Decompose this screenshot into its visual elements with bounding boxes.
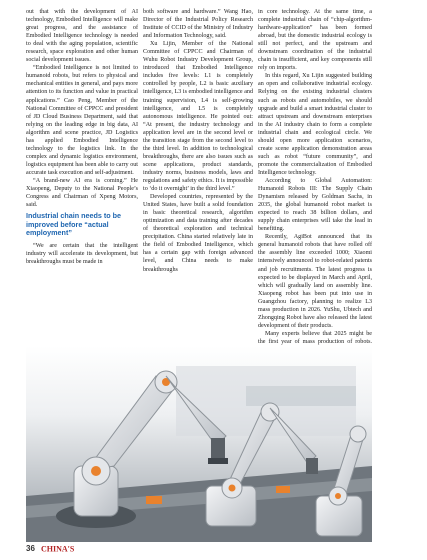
svg-text:CHINA'S: CHINA'S	[41, 544, 74, 554]
article-column-1	[26, 8, 138, 266]
article-column-3	[258, 8, 372, 402]
robot-arms-illustration	[26, 346, 372, 542]
paragraph: out that with the development of AI technology, Embodied Intelligence will make great progress, and the assistance of Embodied Intelligence technology is needed to deal with the aging population, scientific research, space exploration and other human social development issues.	[26, 9, 138, 64]
paragraph: in core technology. At the same time, a complete industrial chain of “chip-algorithm-hardware-application” has been formed abroad, but the domestic industrial ecology is still not perfect, and the upstream and downstream coordination of the industrial chain is insufficient, and key components still rely on imports.	[258, 9, 372, 72]
paragraph: “We are certain that the intelligent industry will accelerate its development, but breakthroughs must be made in	[26, 242, 138, 266]
article-column-2	[143, 8, 253, 274]
page-number: 36	[26, 544, 35, 553]
paragraph-text: Many experts believe that 2025 might be the first year of mass production of robots.	[258, 330, 372, 345]
robot-arms-photo	[26, 346, 372, 542]
paragraph: “A brand-new AI era is coming.” He Xiaopeng, Deputy to the National People’s Congress and Chairman of Xpeng Motors, said.	[26, 177, 138, 209]
magazine-logo	[40, 543, 74, 554]
paragraph: In this regard, Xu Lijin suggested building an open and collaborative industrial ecology. Relying on the existing industrial clusters such as robots and automobiles, we should upgrade and build a smart industrial cluster to attract upstream and downstream enterprises in the AI industry chain to form a complete industrial chain and ecological circle. We should open more application scenarios, create scene application demonstration areas such as robot “future community”, and promote the commercialization of Embodied Intelligence technology.	[258, 73, 372, 176]
paragraph: According to Global Automation: Humanoid Robots III: The Supply Chain Dynamism released by Goldman Sachs, in 2035, the global humanoid robot market is expected to reach 38 billion dollars, and supply chain enterprises will take the lead in benefiting.	[258, 177, 372, 233]
paragraph: both software and hardware.” Wang Hao, Director of the Industrial Policy Research Institute of CCID of the Ministry of Industry and Information Technology, said.	[143, 9, 253, 40]
paragraph: “Embodied Intelligence is not limited to humanoid robots, but refers to physical and mechanical entities in general, and pays more attention to its function and value in practical applications.” Cao Peng, Member of the National Committee of CPPCC and president of JD Cloud Business Department, said that relying on the leading edge in big data, AI algorithm and scene practice, JD Logistics has applied Embodied Intelligence technology to the logistics link. In the complex and dynamic logistics environment, logistics equipment has been able to carry out accurate task execution and self-adjustment.	[26, 65, 138, 176]
page-footer	[26, 543, 146, 555]
paragraph: Xu Lijin, Member of the National Committee of CPPCC and Chairman of Wuhu Robot Industry Development Group, introduced that Embodied Intelligence includes five levels: L1 is completely controlled by people, L2 is basic auxiliary intelligence, L3 is embodied intelligence and training supervision, L4 is self-growing intelligence, and L5 is completely autonomous intelligence. He pointed out: “At present, the industry technology and application level are in the second level or the transition stage from the second level to the third level. In addition to technological breakthroughs, there are also issues such as scene applications, product standards, industry norms, business models, laws and regulations and safety ethics. It is impossible to ‘do it overnight’ in the third level.”	[143, 41, 253, 193]
section-subheading: Industrial chain needs to be improved before “actual employment”	[26, 211, 122, 238]
paragraph: Developed countries, represented by the United States, have built a solid foundation in basic theoretical research, algorithm optimization and data training after decades of theoretical exploration and technical precipitation. China started relatively late in the field of Embodied Intelligence, which has a certain gap with foreign advanced level, and China needs to make breakthroughs	[143, 194, 253, 273]
paragraph: Recently, AgiBot announced that its general humanoid robots that have rolled off the assembly line exceeded 1000; Xiaomi intensively announced to robot-related patents and job recruitments. The latest progress is expected to be displayed in March and April, which will gradually land on assembly line. Xiaopeng robot has been put into use in Guangzhou factory, planning to realize L3 mass production in 2026. YuShu, Ubtech and Zhongqing Robot have also released the latest development of their products.	[258, 234, 372, 329]
